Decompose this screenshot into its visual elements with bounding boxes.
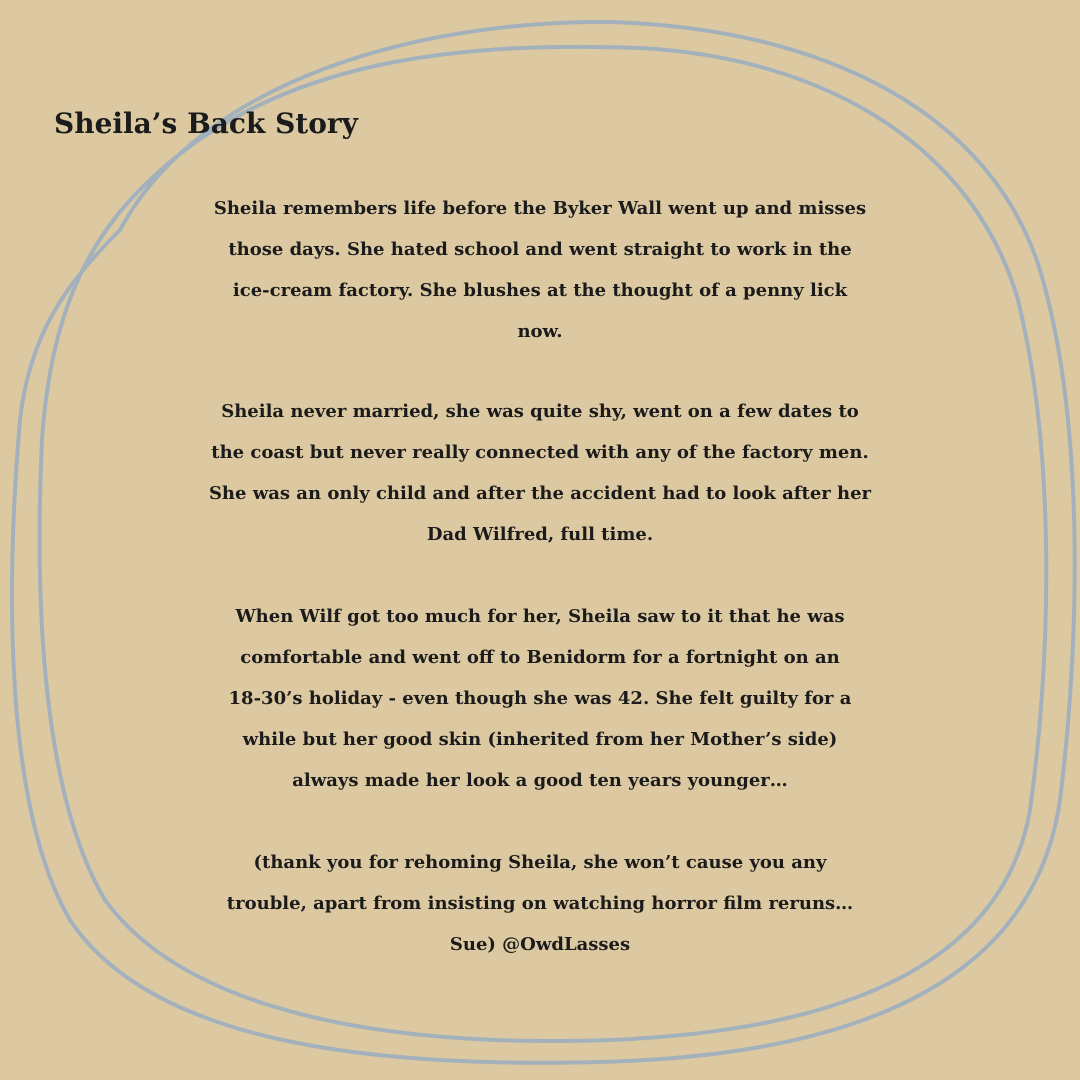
text-line: Sue) @OwdLasses [449,934,631,955]
text-line: When Wilf got too much for her, Sheila saw to it that he was [235,606,845,627]
text-line: Dad Wilfred, full time. [426,524,654,545]
text-line: Sheila remembers life before the Byker Wall went up and misses [213,198,867,219]
text-line: Sheila never married, she was quite shy, went on a few dates to [221,401,859,422]
text-line: trouble, apart from insisting on watching horror film reruns… [226,893,854,914]
paragraph-backstory-family [40,391,1040,555]
paragraph-signoff [40,842,1040,965]
text-line: now. [517,321,563,342]
text-line: while but her good skin (inherited from her Mother’s side) [242,729,838,750]
text-line: always made her look a good ten years younger… [292,770,788,791]
paragraph-backstory-holiday [40,596,1040,801]
paragraph-backstory-early-life [40,188,1040,352]
text-line: the coast but never really connected with any of the factory men. [211,442,869,463]
text-line: those days. She hated school and went straight to work in the [228,239,852,260]
text-line: She was an only child and after the accident had to look after her [208,483,872,504]
text-line: comfortable and went off to Benidorm for a fortnight on an [240,647,840,668]
text-line: 18-30’s holiday - even though she was 42. She felt guilty for a [228,688,852,709]
text-line: (thank you for rehoming Sheila, she won’t cause you any [253,852,827,873]
page-title: Sheila’s Back Story [54,107,358,140]
text-line: ice-cream factory. She blushes at the thought of a penny lick [232,280,848,301]
